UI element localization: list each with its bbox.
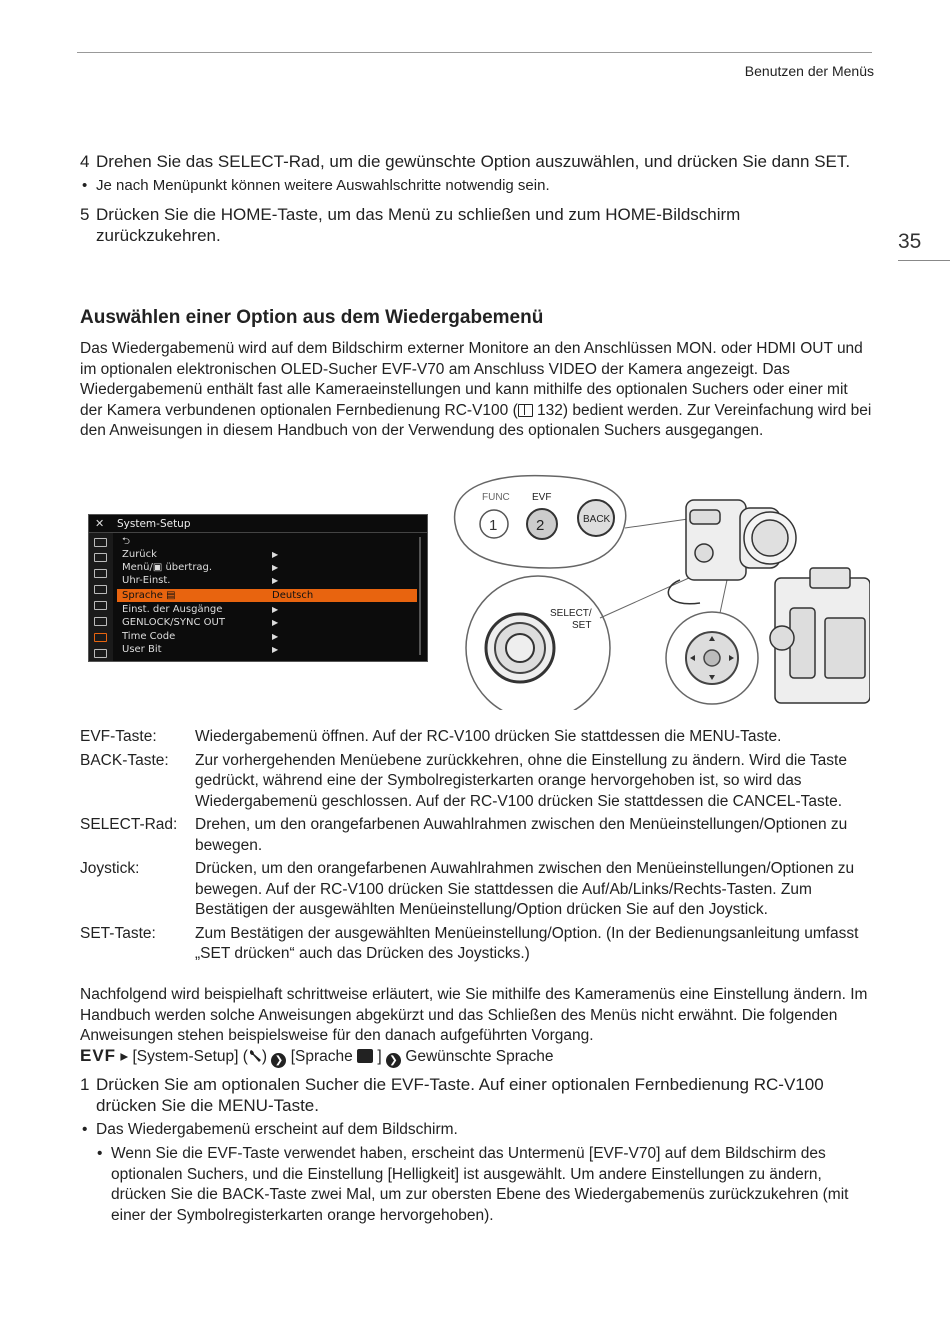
evf-symbol: EVF xyxy=(80,1046,117,1065)
example-paragraph: Nachfolgend wird beispielhaft schrittweise erläutert, wie Sie mithilfe des Kameramenüs eine Einstellung ändern. Im Handbuch werden solche Anweisungen abgekürzt und das Schließen des Menüs nicht erwähnt. Die folgenden Anweisungen stehen beispielsweise für den danach aufgeführten Vorgang. xyxy=(80,986,868,1044)
definition-desc: Drehen, um den orangefarbenen Auwahlrahmen zwischen den Menüeinstellungen/Optionen zu bewegen. xyxy=(195,816,848,854)
step-text: Drehen Sie das SELECT-Rad, um die gewünschte Option auszuwählen, und drücken Sie dann SET. xyxy=(96,152,851,171)
book-icon xyxy=(518,404,533,417)
control-definitions xyxy=(80,727,880,968)
path-part: [System-Setup] ( xyxy=(132,1048,248,1065)
button-2-label: 2 xyxy=(536,517,545,534)
menu-path xyxy=(80,1046,554,1068)
menu-item-label: Sprache ▤ xyxy=(122,590,176,601)
definition-term: SET-Taste: xyxy=(80,924,156,942)
step-number: 1 xyxy=(80,1075,90,1094)
close-icon: ✕ xyxy=(95,517,105,530)
definition-desc: Zur vorhergehenden Menüebene zurückkehren, ohne die Einstellung zu ändern. Wird die Taste gedrückt, während eine der Symbolregisterkarten orange hervorgehoben ist, so wird das Wiedergabemenü geschlossen. Auf der RC-V100 drücken Sie stattdessen die CANCEL-Taste. xyxy=(195,751,847,810)
func-label: FUNC xyxy=(482,492,510,503)
definition-term: BACK-Taste: xyxy=(80,751,169,769)
header-rule xyxy=(77,52,872,53)
chevron-right-icon: ▶ xyxy=(272,645,279,654)
menu-item xyxy=(117,616,417,629)
chevron-right-icon: ▶ xyxy=(272,563,279,572)
select-dial-callout xyxy=(466,573,700,710)
definition-desc: Wiedergabemenü öffnen. Auf der RC-V100 drücken Sie stattdessen die MENU-Taste. xyxy=(195,728,782,745)
select-label: SELECT/ xyxy=(550,608,592,619)
menu-item xyxy=(117,630,417,643)
intro-text-a: Das Wiedergabemenü wird auf dem Bildschirm externer Monitore an den Anschlüssen MON. oder HDMI OUT und im optionalen elektronischen OLED-Sucher EVF-V70 am Anschluss VIDEO der Kamera angezeigt. Das Wiedergabemenü enthält fast alle Kameraeinstellungen und kann mithilfe des optionalen Suchers oder einer mit der Kamera verbundenen optionalen Fernbedienung RC-V100 ( xyxy=(80,340,863,419)
menu-item xyxy=(117,561,417,574)
camera-illustration xyxy=(440,468,870,710)
system-setup-tab-icon xyxy=(94,633,107,642)
back-label: BACK xyxy=(583,514,611,525)
chevron-right-icon: ▶ xyxy=(272,618,279,627)
menu-tab-sidebar xyxy=(89,533,113,661)
custom-picture-tab-icon xyxy=(94,553,107,562)
step-number: 4 xyxy=(80,152,90,171)
page-number-rule xyxy=(898,260,950,261)
menu-screenshot xyxy=(88,514,428,662)
camera-tab-icon xyxy=(94,538,107,547)
menu-item-label: Time Code xyxy=(122,631,176,642)
menu-item xyxy=(117,548,417,561)
definition-row xyxy=(80,727,880,748)
running-header: Benutzen der Menüs xyxy=(744,63,874,79)
definition-row xyxy=(80,859,880,921)
back-arrow-icon: ⮌ xyxy=(122,536,131,547)
chevron-right-icon: ▶ xyxy=(272,550,279,559)
menu-item-value: Deutsch xyxy=(272,590,314,601)
chevron-right-icon: ▶ xyxy=(272,632,279,641)
menu-item xyxy=(117,643,417,656)
bullet-note: • Wenn Sie die EVF-Taste verwendet haben, erscheint das Untermenü [EVF-V70] auf dem Bildschirm des optionalen Suchers, und die Einstellung [Helligkeit] ist ausgewählt. Um andere Einstellungen zu ändern, drücken Sie die BACK-Taste zwei Mal, um zur obersten Ebene des Wiedergabemenüs zurückzukehren (mit einer der Symbolregisterkarten orange hervorgehoben). xyxy=(111,1144,873,1226)
menu-back-row xyxy=(117,535,417,548)
definition-row xyxy=(80,751,880,813)
chevron-right-icon: ▶ xyxy=(272,605,279,614)
button-1-label: 1 xyxy=(489,517,498,534)
set-label: SET xyxy=(572,620,592,631)
arrow-circle-icon: ❯ xyxy=(386,1053,401,1068)
menu-item-label: Zurück xyxy=(122,549,157,560)
path-part: ) xyxy=(261,1048,268,1065)
page-number: 35 xyxy=(898,230,922,253)
triangle-icon: ▸ xyxy=(120,1048,129,1065)
intro-text-b: 132) bedient werden. Zur Vereinfachung wird bei den Anweisungen in diesem Handbuch von der Verwendung des optionalen Suchers ausgegangen. xyxy=(80,401,872,439)
wrench-icon xyxy=(248,1049,262,1063)
definition-desc: Zum Bestätigen der ausgewählten Menüeinstellung/Option. (In der Bedienungsanleitung umfasst „SET drücken“ auch das Drücken des Joysticks.) xyxy=(195,924,859,962)
menu-title-divider xyxy=(89,532,427,533)
menu-title: System-Setup xyxy=(117,518,191,530)
tv-setup-tab-icon xyxy=(94,617,107,626)
path-part: ] xyxy=(377,1048,382,1065)
menu-item-label: Einst. der Ausgänge xyxy=(122,604,223,615)
section-heading: Auswählen einer Option aus dem Wiedergabemenü xyxy=(80,307,544,328)
menu-item-label: GENLOCK/SYNC OUT xyxy=(122,617,225,628)
evf-label: EVF xyxy=(532,492,552,503)
arrow-circle-icon: ❯ xyxy=(271,1053,286,1068)
button-callout xyxy=(455,476,695,568)
video-setup-tab-icon xyxy=(94,585,107,594)
joystick-callout xyxy=(666,566,758,704)
step-number: 5 xyxy=(80,205,90,224)
bullet-note: • Das Wiedergabemenü erscheint auf dem Bildschirm. xyxy=(96,1120,866,1140)
definition-desc: Drücken, um den orangefarbenen Auwahlrahmen zwischen den Menüeinstellungen/Optionen zu bewegen. Auf der RC-V100 drücken Sie stattdessen die Auf/Ab/Links/Rechts-Tasten. Zum Bestätigen der ausgewählten Menüeinstellung/Option drücken Sie auf den Joystick. xyxy=(195,860,855,918)
step-text: Drücken Sie am optionalen Sucher die EVF-Taste. Auf einer optionalen Fernbedienung RC-V100 drücken Sie die MENU-Taste. xyxy=(96,1075,824,1115)
step-text: Drücken Sie die HOME-Taste, um das Menü zu schließen und zum HOME-Bildschirm zurückzukehren. xyxy=(96,205,741,245)
menu-item-label: User Bit xyxy=(122,644,162,655)
definition-term: Joystick: xyxy=(80,860,140,877)
menu-item xyxy=(117,574,417,587)
intro-paragraph xyxy=(80,339,872,442)
definition-row xyxy=(80,815,880,856)
language-icon xyxy=(357,1049,373,1063)
path-part: Gewünschte Sprache xyxy=(405,1048,554,1065)
definition-row xyxy=(80,924,880,965)
menu-item xyxy=(117,603,417,616)
audio-tab-icon xyxy=(94,569,107,578)
menu-scrollbar xyxy=(419,537,421,655)
my-menu-tab-icon xyxy=(94,649,107,658)
definition-term: SELECT-Rad: xyxy=(80,816,178,833)
lcd-setup-tab-icon xyxy=(94,601,107,610)
menu-item-label: Menü/▣ übertrag. xyxy=(122,562,213,573)
bullet-note: • Je nach Menüpunkt können weitere Auswahlschritte notwendig sein. xyxy=(96,176,866,196)
definition-term: EVF-Taste: xyxy=(80,728,157,745)
menu-item-label: Uhr-Einst. xyxy=(122,575,171,586)
menu-item-selected xyxy=(117,589,417,602)
path-part: [Sprache xyxy=(290,1048,353,1065)
chevron-right-icon: ▶ xyxy=(272,576,279,585)
